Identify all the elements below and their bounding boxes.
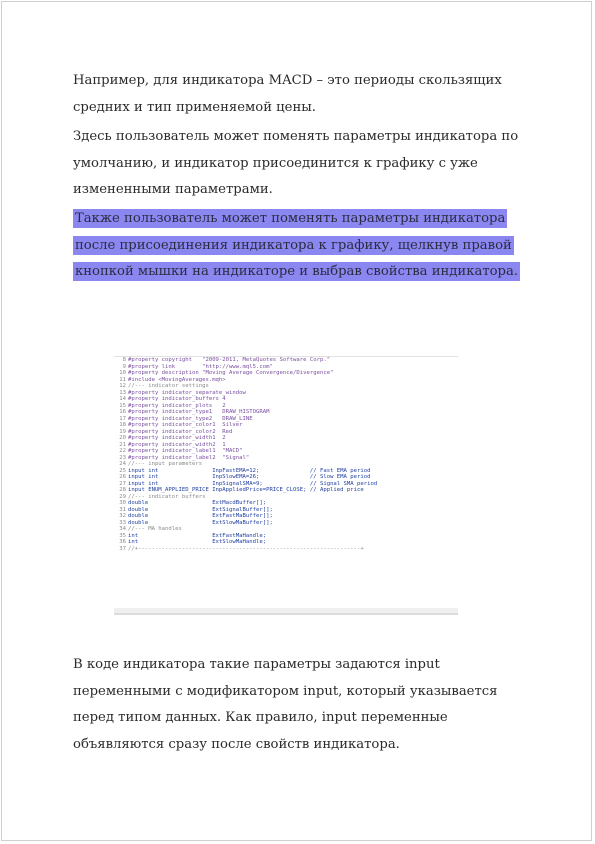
- code-text: #property copyright "2009-2011, MetaQuotes Software Corp.": [128, 357, 331, 363]
- code-text: #property indicator_separate_window: [128, 389, 246, 396]
- line-number: 23: [119, 454, 126, 461]
- line-number: 15: [119, 402, 126, 409]
- code-text: #property indicator_width1 2: [128, 435, 226, 441]
- line-number: 28: [119, 487, 126, 493]
- code-text: #property description "Moving Average Convergence/Divergence": [128, 370, 334, 376]
- line-number: 31: [119, 506, 126, 513]
- code-text: #property indicator_type1 DRAW_HISTOGRAM: [128, 409, 270, 415]
- line-number: 16: [119, 409, 126, 415]
- paragraph-macd-example: Например, для индикатора MACD – это периоды скользящих средних и тип применяемой цены.: [73, 73, 502, 115]
- line-number: 37: [119, 545, 126, 552]
- line-number: 8: [122, 357, 126, 363]
- paragraph-default-params: Здесь пользователь может поменять параметры индикатора по умолчанию, и индикатор присоединится к графику с уже измененными параметрами.: [73, 129, 519, 197]
- line-number: 12: [119, 383, 126, 389]
- code-text: #property indicator_width2 1: [128, 441, 226, 448]
- code-text: //--- indicator settings: [128, 383, 209, 389]
- line-number: 36: [119, 539, 126, 545]
- code-text: input int InpFastEMA=12; // Fast EMA period: [128, 467, 371, 474]
- code-text: double ExtSlowMaBuffer[];: [128, 519, 273, 526]
- highlighted-text: Также пользователь может поменять параметры индикатора после присоединения индикатора к графику, щелкнув правой кнопкой мышки на индикаторе и выбрав свойства индикатора.: [75, 211, 519, 279]
- code-text: input int InpSignalSMA=9; // Signal SMA period: [128, 480, 378, 487]
- line-number: 34: [119, 526, 126, 532]
- code-text: #property indicator_color1 Silver: [128, 422, 243, 428]
- code-text: #property link "http://www.mql5.com": [128, 363, 273, 370]
- line-number: 32: [119, 513, 126, 519]
- code-text: #property indicator_label2 "Signal": [128, 454, 250, 461]
- code-text: double ExtFastMaBuffer[];: [128, 513, 273, 519]
- code-line: [114, 546, 458, 553]
- code-text: //+------------------------------------------------------------------+: [128, 545, 364, 552]
- code-screenshot: [114, 356, 458, 615]
- line-number: 25: [119, 467, 126, 474]
- line-number: 26: [119, 474, 126, 480]
- line-number: 22: [119, 448, 126, 454]
- line-number: 33: [119, 519, 126, 526]
- code-text: //--- indicator buffers: [128, 493, 206, 500]
- line-number: 10: [119, 370, 126, 376]
- line-number: 11: [119, 376, 126, 383]
- code-bottom-edge: [114, 613, 458, 615]
- line-number: 27: [119, 480, 126, 487]
- line-number: 19: [119, 428, 126, 435]
- line-number: 18: [119, 422, 126, 428]
- code-text: double ExtMacdBuffer[];: [128, 500, 267, 506]
- line-number: 24: [119, 461, 126, 467]
- code-body: [114, 357, 458, 552]
- line-number: 13: [119, 389, 126, 396]
- code-text: input int InpSlowEMA=26; // Slow EMA period: [128, 474, 371, 480]
- code-text: //--- MA handles: [128, 526, 182, 532]
- code-text: #property indicator_color2 Red: [128, 428, 233, 435]
- code-text: input ENUM_APPLIED_PRICE InpAppliedPrice=PRICE_CLOSE; // Applied price: [128, 487, 364, 493]
- code-text: #property indicator_buffers 4: [128, 396, 226, 402]
- code-text: #property indicator_plots 2: [128, 402, 226, 409]
- code-text: double ExtSignalBuffer[];: [128, 506, 273, 513]
- line-number: 20: [119, 435, 126, 441]
- code-text: int ExtSlowMaHandle;: [128, 539, 267, 545]
- code-text: //--- input parameters: [128, 461, 203, 467]
- line-number: 30: [119, 500, 126, 506]
- paragraph-highlighted: [73, 206, 533, 286]
- line-number: 14: [119, 396, 126, 402]
- line-number: 9: [122, 363, 126, 370]
- code-text: int ExtFastMaHandle;: [128, 532, 267, 539]
- line-number: 21: [119, 441, 126, 448]
- paragraph-input-variables: В коде индикатора такие параметры задаются input переменными с модификатором input, который указывается перед типом данных. Как правило, input переменные объявляются сразу после свойств индикатора.: [73, 657, 498, 752]
- code-text: #property indicator_label1 "MACD": [128, 448, 243, 454]
- line-number: 29: [119, 493, 126, 500]
- code-text: #property indicator_type2 DRAW_LINE: [128, 415, 253, 422]
- line-number: 35: [119, 532, 126, 539]
- code-text: #include <MovingAverages.mqh>: [128, 376, 226, 383]
- line-number: 17: [119, 415, 126, 422]
